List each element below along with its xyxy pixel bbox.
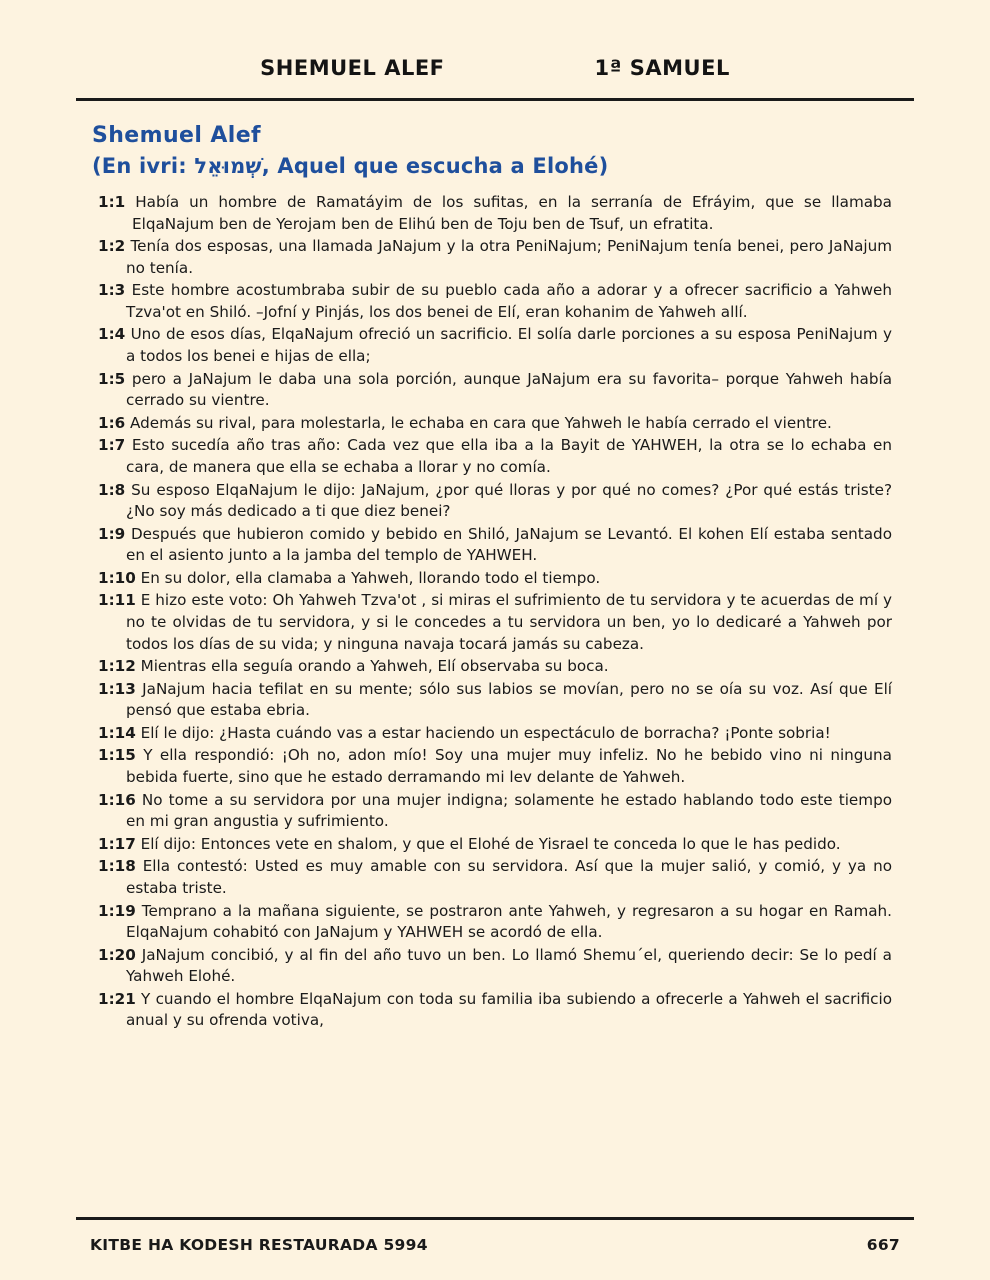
running-head: [56, 56, 934, 80]
subtitle-prefix: (En ivri:: [92, 154, 195, 178]
verse-number: 1:3: [98, 281, 126, 300]
verse-list: [98, 192, 892, 1032]
verse-number: 1:11: [98, 591, 136, 610]
verse-row: [98, 834, 892, 856]
verse-row: [98, 280, 892, 323]
verse-row: [98, 435, 892, 478]
verse-text: Elí dijo: Entonces vete en shalom, y que el Elohé de Yisrael te conceda lo que le has pedido.: [140, 834, 841, 853]
verse-text: En su dolor, ella clamaba a Yahweh, llorando todo el tiempo.: [140, 568, 601, 587]
verse-number: 1:13: [98, 679, 136, 698]
verse-text: Después que hubieron comido y bebido en Shiló, JaNajum se Levantó. El kohen Elí estaba sentado en el asiento junto a la jamba del templo de YAHWEH.: [126, 524, 892, 565]
verse-row: [98, 369, 892, 412]
verse-row: [98, 236, 892, 279]
verse-text: Y cuando el hombre ElqaNajum con toda su familia iba subiendo a ofrecerle a Yahweh el sacrificio anual y su ofrenda votiva,: [126, 989, 892, 1030]
verse-number: 1:7: [98, 436, 126, 455]
verse-number: 1:14: [98, 723, 136, 742]
subtitle-hebrew: שְׁמוּאֵל: [194, 154, 262, 178]
verse-number: 1:19: [98, 901, 136, 920]
verse-number: 1:2: [98, 237, 126, 256]
verse-text: Este hombre acostumbraba subir de su pueblo cada año a adorar y a ofrecer sacrificio a Yahweh Tzva'ot en Shiló. –Jofní y Pinjás, los dos benei de Elí, eran kohanim de Yahweh allí.: [126, 281, 893, 321]
verse-text: Ella contestó: Usted es muy amable con su servidora. Así que la mujer salió, y comió, y ya no estaba triste.: [126, 857, 893, 897]
verse-row: [98, 856, 892, 899]
verse-text: pero a JaNajum le daba una sola porción, aunque JaNajum era su favorita– porque Yahweh había cerrado su vientre.: [126, 369, 892, 410]
verse-text: JaNajum concibió, y al fin del año tuvo un ben. Lo llamó Shemu´el, queriendo decir: Se lo pedí a Yahweh Elohé.: [126, 945, 892, 986]
book-title: Shemuel Alef: [92, 123, 261, 148]
verse-text: E hizo este voto: Oh Yahweh Tzva'ot , si miras el sufrimiento de tu servidora y te acuerdas de mí y no te olvidas de tu servidora, y si le concedes a tu servidora un ben, yo lo dedicaré a Yahweh por todos los días de su vida; y ninguna navaja tocará jamás su cabeza.: [126, 591, 892, 653]
verse-text: Tenía dos esposas, una llamada JaNajum y la otra PeniNajum; PeniNajum tenía benei, pero JaNajum no tenía.: [126, 237, 893, 277]
verse-number: 1:15: [98, 746, 136, 765]
verse-text: Temprano a la mañana siguiente, se postraron ante Yahweh, y regresaron a su hogar en Ramah. ElqaNajum cohabitó con JaNajum y YAHWEH se acordó de ella.: [126, 901, 893, 942]
verse-number: 1:6: [98, 413, 126, 432]
verse-text: Había un hombre de Ramatáyim de los sufitas, en la serranía de Efráyim, que se llamaba ElqaNajum ben de Yerojam ben de Elihú ben de Toju ben de Tsuf, un efratita.: [132, 193, 892, 233]
verse-text: JaNajum hacia tefilat en su mente; sólo sus labios se movían, pero no se oía su voz. Así que Elí pensó que estaba ebria.: [126, 679, 893, 720]
verse-text: Y ella respondió: ¡Oh no, adon mío! Soy una mujer muy infeliz. No he bebido vino ni ninguna bebida fuerte, sino que he estado derramando mi lev delante de Yahweh.: [126, 746, 892, 787]
verse-row: [98, 945, 892, 988]
verse-text: Elí le dijo: ¿Hasta cuándo vas a estar haciendo un espectáculo de borracha? ¡Ponte sobria!: [140, 723, 831, 742]
verse-number: 1:18: [98, 857, 136, 876]
verse-text: Esto sucedía año tras año: Cada vez que ella iba a la Bayit de YAHWEH, la otra se lo echaba en cara, de manera que ella se echaba a llorar y no comía.: [126, 436, 892, 476]
verse-number: 1:4: [98, 325, 126, 344]
verse-number: 1:16: [98, 790, 136, 809]
verse-number: 1:20: [98, 945, 136, 964]
verse-number: 1:12: [98, 657, 136, 676]
verse-number: 1:1: [98, 193, 126, 211]
verse-row: [98, 790, 892, 833]
verse-row: [98, 590, 892, 655]
verse-row: [98, 901, 892, 944]
running-head-left: SHEMUEL ALEF: [260, 56, 445, 80]
footer-edition: KITBE HA KODESH RESTAURADA 5994: [90, 1236, 428, 1254]
book-subtitle: [92, 154, 934, 178]
header-divider: [76, 98, 914, 101]
verse-row: [98, 324, 892, 367]
verse-row: [98, 413, 892, 435]
verse-row: [98, 656, 892, 678]
verse-text: No tome a su servidora por una mujer indigna; solamente he estado hablando todo este tiempo en mi gran angustia y sufrimiento.: [126, 790, 892, 831]
running-head-right: 1ª SAMUEL: [594, 56, 730, 80]
verse-row: [98, 989, 892, 1032]
subtitle-suffix: , Aquel que escucha a Elohé): [261, 154, 609, 178]
footer-divider: [76, 1217, 914, 1220]
verse-row: [98, 723, 892, 745]
verse-number: 1:21: [98, 989, 136, 1008]
verse-row: [98, 524, 892, 567]
verse-row: [98, 745, 892, 788]
verse-row: [98, 192, 892, 235]
verse-number: 1:5: [98, 369, 126, 388]
verse-text: Uno de esos días, ElqaNajum ofreció un sacrificio. El solía darle porciones a su esposa PeniNajum y a todos los benei e hijas de ella;: [126, 325, 892, 366]
title-block: [92, 123, 934, 178]
page-number: 667: [866, 1236, 900, 1254]
verse-row: [98, 480, 892, 523]
verse-text: Mientras ella seguía orando a Yahweh, Elí observaba su boca.: [140, 657, 609, 676]
verse-row: [98, 568, 892, 590]
verse-number: 1:9: [98, 524, 126, 543]
page-footer: [90, 1236, 900, 1254]
verse-number: 1:8: [98, 480, 126, 499]
verse-row: [98, 679, 892, 722]
verse-number: 1:10: [98, 568, 136, 587]
verse-number: 1:17: [98, 834, 136, 853]
verse-text: Su esposo ElqaNajum le dijo: JaNajum, ¿por qué lloras y por qué no comes? ¿Por qué estás triste? ¿No soy más dedicado a ti que diez benei?: [126, 480, 893, 521]
verse-text: Además su rival, para molestarla, le echaba en cara que Yahweh le había cerrado el vientre.: [130, 413, 832, 432]
